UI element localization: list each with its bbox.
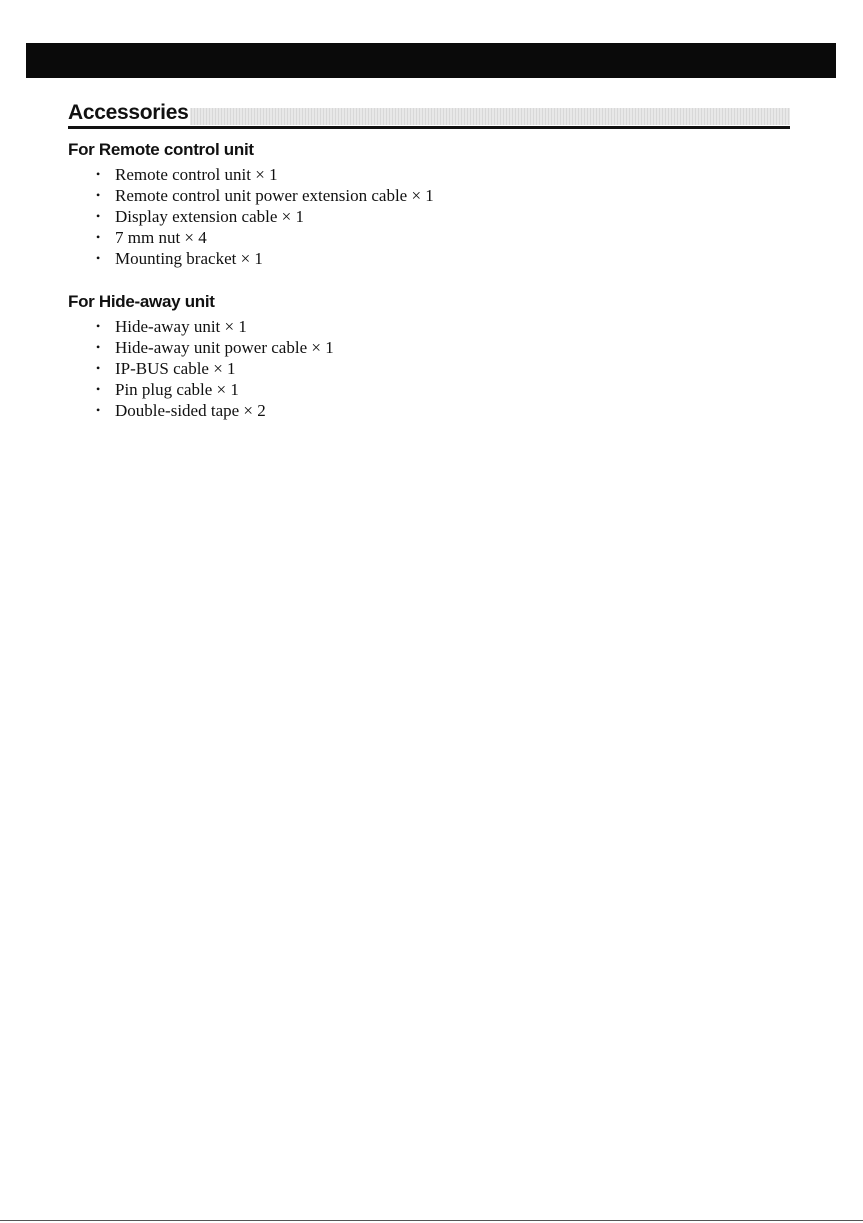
list-item: [96, 358, 334, 379]
bullet-icon: •: [96, 403, 101, 417]
list-item: [96, 164, 434, 185]
list-item-text: Hide-away unit power cable × 1: [115, 338, 334, 357]
bullet-icon: •: [96, 319, 101, 333]
list-item: [96, 185, 434, 206]
list-item: [96, 400, 334, 421]
list-item-text: IP-BUS cable × 1: [115, 359, 236, 378]
group-heading-remote-control-unit: For Remote control unit: [68, 140, 254, 159]
top-black-banner: [26, 43, 836, 78]
section-title: Accessories: [68, 101, 189, 124]
bullet-icon: •: [96, 230, 101, 244]
list-item-text: Hide-away unit × 1: [115, 317, 247, 336]
list-item-text: Remote control unit × 1: [115, 165, 278, 184]
bullet-icon: •: [96, 340, 101, 354]
bullet-icon: •: [96, 382, 101, 396]
section-header-shading: [188, 108, 790, 125]
list-item: [96, 337, 334, 358]
bullet-icon: •: [96, 361, 101, 375]
accessory-list-remote-control-unit: [96, 164, 434, 269]
list-item: [96, 227, 434, 248]
list-item-text: Remote control unit power extension cable × 1: [115, 186, 434, 205]
list-item: [96, 316, 334, 337]
list-item-text: 7 mm nut × 4: [115, 228, 207, 247]
list-item-text: Pin plug cable × 1: [115, 380, 239, 399]
list-item-text: Display extension cable × 1: [115, 207, 304, 226]
bullet-icon: •: [96, 167, 101, 181]
list-item: [96, 379, 334, 400]
list-item-text: Double-sided tape × 2: [115, 401, 266, 420]
bullet-icon: •: [96, 188, 101, 202]
list-item-text: Mounting bracket × 1: [115, 249, 263, 268]
list-item: [96, 248, 434, 269]
group-heading-hide-away-unit: For Hide-away unit: [68, 292, 215, 311]
list-item: [96, 206, 434, 227]
section-rule: [68, 126, 790, 129]
bullet-icon: •: [96, 209, 101, 223]
accessory-list-hide-away-unit: [96, 316, 334, 421]
section-header: [68, 100, 790, 130]
page-bottom-rule: [0, 1220, 863, 1221]
bullet-icon: •: [96, 251, 101, 265]
